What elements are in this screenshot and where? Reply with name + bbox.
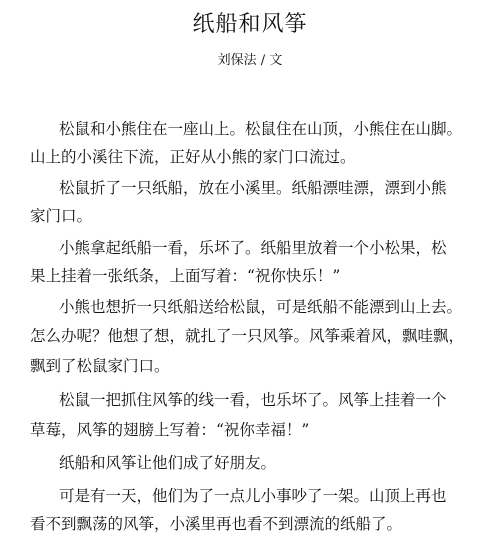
paragraph-1-line-1: 松鼠和小熊住在一座山上。松鼠住在山顶，小熊住在山脚。 — [59, 120, 463, 138]
paragraph-6-line-1: 纸船和风筝让他们成了好朋友。 — [59, 454, 277, 472]
article-title: 纸船和风筝 — [192, 12, 308, 37]
paragraph-1-line-2: 山上的小溪往下流，正好从小熊的家门口流过。 — [30, 148, 356, 166]
paragraph-4-line-2: 怎么办呢？他想了想，就扎了一只风筝。风筝乘着风，飘哇飘， — [30, 327, 465, 345]
paragraph-2-line-2: 家门口。 — [30, 207, 93, 225]
paragraph-5-line-2: 草莓，风筝的翅膀上写着：“祝你幸福！” — [30, 421, 310, 439]
paragraph-4-line-1: 小熊也想折一只纸船送给松鼠，可是纸船不能漂到山上去。 — [59, 298, 463, 316]
paragraph-3-line-1: 小熊拿起纸船一看，乐坏了。纸船里放着一个小松果，松 — [59, 239, 447, 257]
paragraph-7-line-2: 看不到飘荡的风筝，小溪里再也看不到漂流的纸船了。 — [30, 515, 403, 533]
paragraph-7-line-1: 可是有一天，他们为了一点儿小事吵了一架。山顶上再也 — [59, 487, 447, 505]
paragraph-5-line-1: 松鼠一把抓住风筝的线一看，也乐坏了。风筝上挂着一个 — [59, 391, 447, 409]
paragraph-3-line-2: 果上挂着一张纸条，上面写着：“祝你快乐！” — [30, 267, 341, 285]
article-author: 刘保法 / 文 — [217, 53, 283, 68]
paragraph-4-line-3: 飘到了松鼠家门口。 — [30, 357, 170, 375]
paragraph-2-line-1: 松鼠折了一只纸船，放在小溪里。纸船漂哇漂，漂到小熊 — [59, 179, 447, 197]
